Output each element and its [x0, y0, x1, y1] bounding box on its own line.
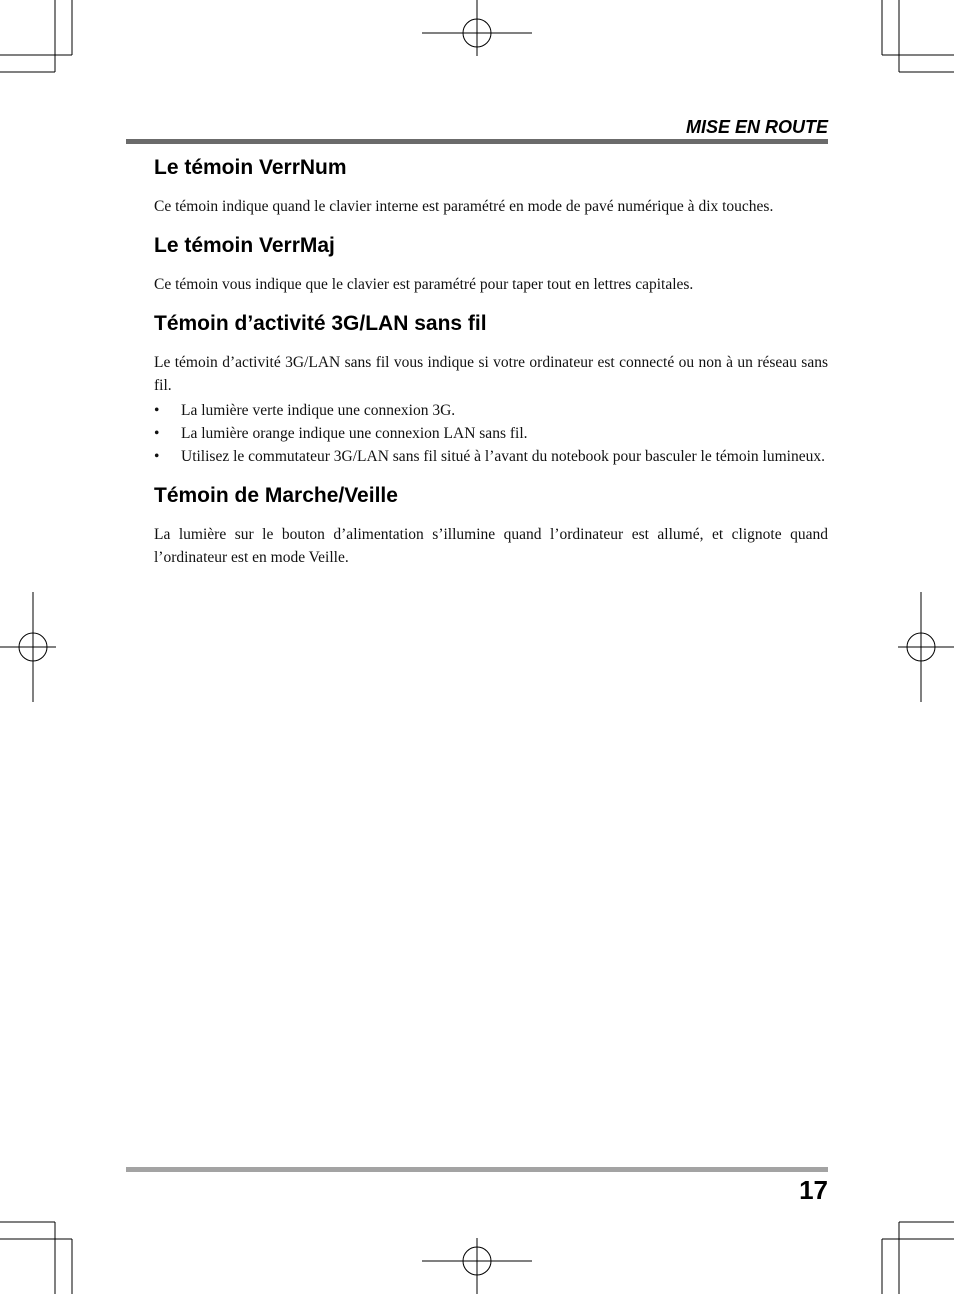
registration-mark-right	[898, 592, 954, 702]
section-wireless-activity	[154, 310, 828, 468]
bullet-list	[154, 399, 828, 468]
section-paragraph: Ce témoin indique quand le clavier interne est paramétré en mode de pavé numérique à dix touches.	[154, 198, 774, 215]
crop-mark-top-left	[0, 0, 72, 72]
bullet-glyph: •	[154, 425, 160, 442]
section-paragraph: Ce témoin vous indique que le clavier est paramétré pour taper tout en lettres capitales.	[154, 276, 694, 293]
crop-mark-top-right	[882, 0, 954, 72]
bullet-glyph: •	[154, 402, 160, 419]
section-paragraph: La lumière sur le bouton d’alimentation s’illumine quand l’ordinateur est allumé, et clignote quand l’ordinateur est en mode Veille.	[154, 526, 828, 566]
registration-mark-top	[422, 0, 532, 56]
section-heading: Témoin d’activité 3G/LAN sans fil	[154, 312, 487, 335]
footer-rule	[126, 1167, 828, 1172]
section-heading: Le témoin VerrNum	[154, 156, 347, 179]
header-rule	[126, 139, 828, 144]
running-header: MISE EN ROUTE	[685, 117, 828, 137]
section-heading: Le témoin VerrMaj	[154, 234, 335, 257]
list-item	[154, 422, 828, 445]
list-item	[154, 445, 828, 468]
section-verrmaj	[154, 232, 828, 296]
crop-mark-bottom-left	[0, 1222, 72, 1294]
section-heading: Témoin de Marche/Veille	[154, 484, 398, 507]
crop-mark-bottom-right	[882, 1222, 954, 1294]
list-item-text: La lumière verte indique une connexion 3G.	[181, 402, 456, 419]
bullet-glyph: •	[154, 448, 160, 465]
list-item-text: Utilisez le commutateur 3G/LAN sans fil situé à l’avant du notebook pour basculer le témoin lumineux.	[181, 448, 825, 465]
list-item	[154, 399, 828, 422]
section-power-standby	[154, 482, 828, 569]
section-paragraph: Le témoin d’activité 3G/LAN sans fil vous indique si votre ordinateur est connecté ou non à un réseau sans fil.	[154, 354, 828, 394]
registration-mark-bottom	[422, 1238, 532, 1294]
page-content	[154, 154, 828, 583]
section-verrnum	[154, 154, 828, 218]
page-number: 17	[799, 1175, 828, 1205]
registration-mark-left	[0, 592, 56, 702]
list-item-text: La lumière orange indique une connexion LAN sans fil.	[181, 425, 528, 442]
